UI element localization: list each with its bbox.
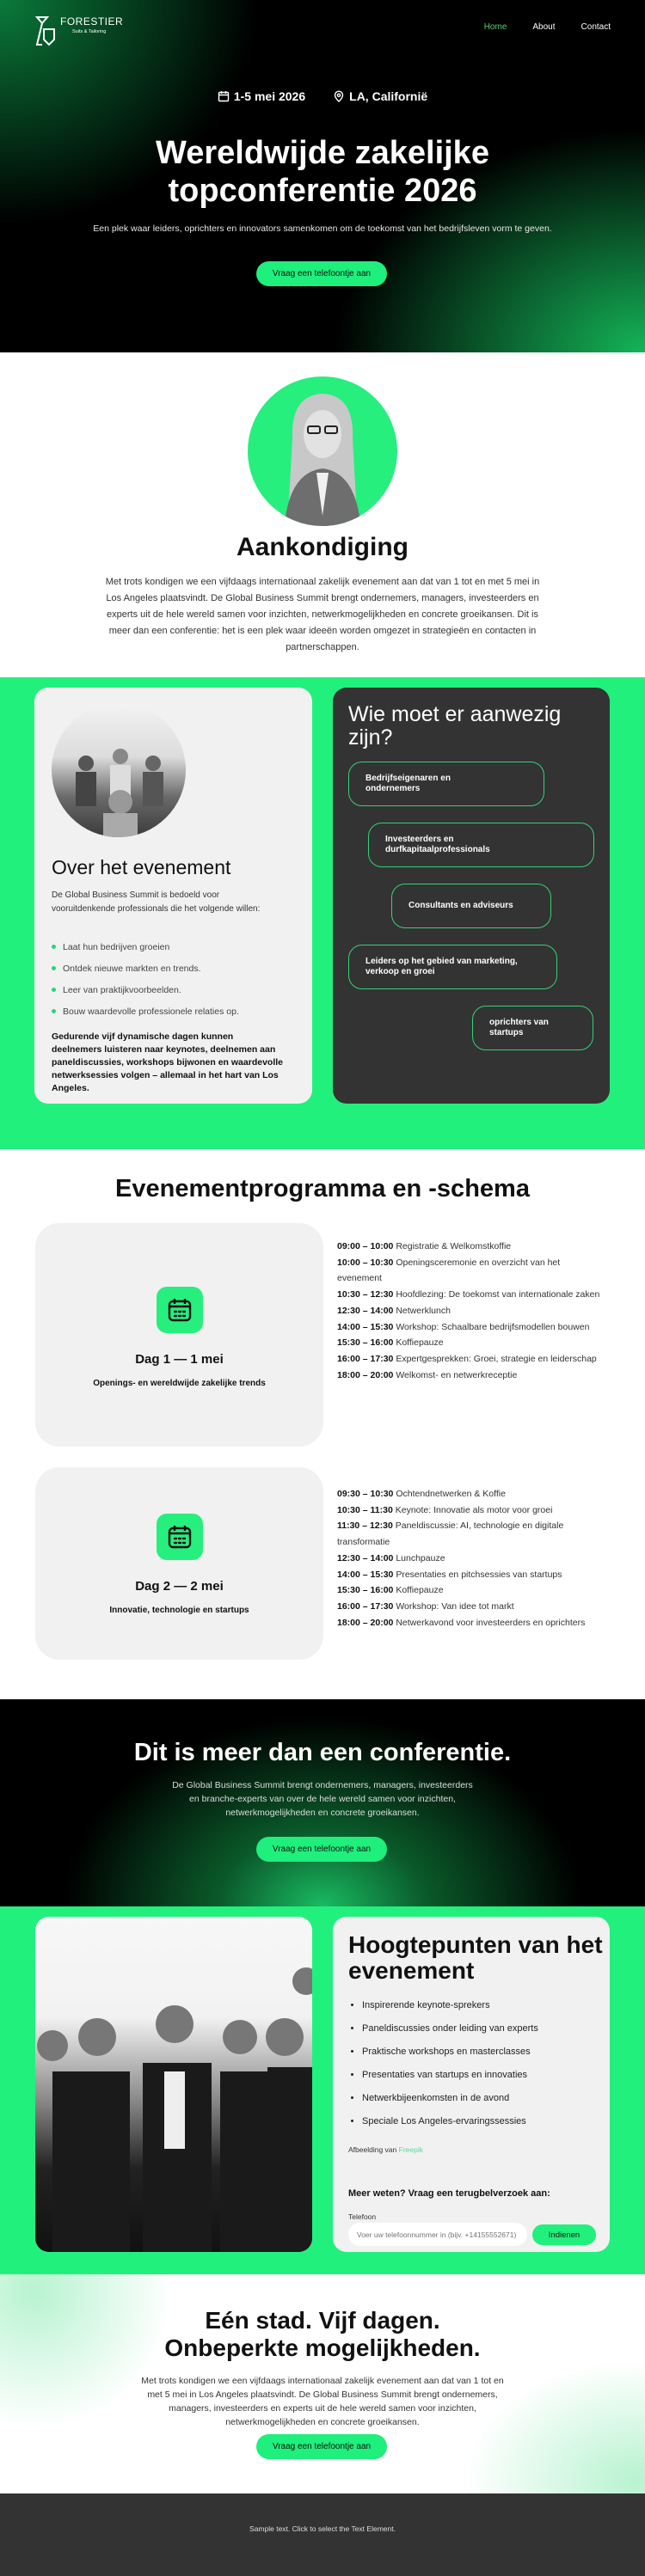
about-list [52,936,239,1022]
callback-title: Meer weten? Vraag een terugbelverzoek aan: [348,2188,550,2199]
schedule-slot: 09:30 – 10:30 Ochtendnetwerken & Koffie [337,1489,506,1499]
list-item: Leer van praktijkvoorbeelden. [52,979,239,1000]
footer-text: Sample text. Click to select the Text Element. [249,2524,396,2533]
day-1-title: Dag 1 — 1 mei [135,1352,224,1367]
highlights-title: Hoogtepunten van het evenement [348,1931,603,1984]
audience-pill: Consultants en adviseurs [391,884,551,928]
list-item: Laat hun bedrijven groeien [52,936,239,958]
schedule-slot: 10:30 – 12:30 Hoofdlezing: De toekomst van internationale zaken [337,1289,600,1300]
tie-logo-icon [34,15,57,48]
phone-label: Telefoon [348,2212,377,2221]
schedule-slot: 14:00 – 15:30 Presentaties en pitchsessies van startups [337,1569,562,1580]
location-pin-icon [333,90,345,102]
audience-pill: oprichters van startups [472,1006,593,1050]
list-item: • Praktische workshops en masterclasses [362,2044,538,2067]
submit-button[interactable]: Indienen [532,2224,596,2245]
nav-contact[interactable]: Contact [580,22,611,32]
highlights-list [352,1998,538,2137]
calendar-tile [157,1514,203,1560]
schedule-slot: 10:00 – 10:30 Openingsceremonie en overzicht van het evenement [337,1257,561,1284]
speaker-avatar [248,376,397,526]
schedule-slot: 16:00 – 17:30 Expertgesprekken: Groei, strategie en leiderschap [337,1353,597,1364]
hero-lead: Een plek waar leiders, oprichters en innovators samenkomen om de toekomst van het bedrijfsleven vorm te geven. [93,223,552,234]
list-item: Bouw waardevolle professionele relaties op. [52,1000,239,1022]
schedule-slot: 15:30 – 16:00 Koffiepauze [337,1585,444,1596]
schedule-slot: 18:00 – 20:00 Welkomst- en netwerkreceptie [337,1369,518,1380]
schedule-slot: 12:30 – 14:00 Netwerklunch [337,1305,451,1316]
list-item: • Presentaties van startups en innovaties [362,2067,538,2090]
more-body: De Global Business Summit brengt ondernemers, managers, investeerders en branche-experts van over de hele wereld samen voor inzichten, netwerkmogelijkheden en concrete groeikansen. [172,1780,473,1818]
bullet-icon [52,945,56,949]
audience-photo [52,703,186,837]
announcement-section [0,352,645,677]
who-card [333,688,610,1104]
schedule-slot: 15:30 – 16:00 Koffiepauze [337,1337,444,1349]
list-item: • Speciale Los Angeles-ervaringssessies [362,2114,538,2137]
about-card [34,688,312,1104]
about-title: Over het evenement [52,856,231,878]
hero-section [0,0,645,352]
city-section [0,2274,645,2493]
schedule-slot: 18:00 – 20:00 Netwerkavond voor investeerders en oprichters [337,1617,586,1628]
announcement-title: Aankondiging [236,533,408,561]
schedule-slot: 16:00 – 17:30 Workshop: Van idee tot markt [337,1600,514,1612]
audience-pill: Investeerders en durfkapitaalprofessionals [368,823,594,867]
nav-home[interactable]: Home [483,22,507,32]
event-location: LA, Californië [349,89,428,103]
logo[interactable] [34,15,123,48]
speaker-photo [275,387,370,526]
about-section [0,677,645,1149]
more-cta-button[interactable]: Vraag een telefoontje aan [256,1837,387,1862]
phone-input[interactable] [348,2223,527,2246]
day-2-slots [337,1486,604,1631]
about-closing: Gedurende vijf dynamische dagen kunnen deelnemers luisteren naar keynotes, deelnemen aan paneldiscussies, workshops bijwonen en waardevolle netwerksessies volgen – allemaal in het hart van Los Angeles. [52,1031,284,1093]
bullet-icon [52,1009,56,1013]
team-photo [35,1917,312,2252]
hero-cta-button[interactable]: Vraag een telefoontje aan [256,261,387,286]
hero-title: Wereldwijde zakelijke topconferentie 2026 [156,135,489,209]
about-intro: De Global Business Summit is bedoeld voor vooruitdenkende professionals die het volgende willen: [52,890,261,914]
city-title: Eén stad. Vijf dagen. Onbeperkte mogelijkheden. [164,2307,481,2361]
nav-about[interactable]: About [532,22,556,32]
calendar-icon [218,90,230,102]
schedule-slot: 10:30 – 11:30 Keynote: Innovatie als motor voor groei [337,1504,553,1515]
footer [0,2493,645,2576]
announcement-body: Met trots kondigen we een vijfdaags internationaal zakelijk evenement aan dat van 1 tot en met 5 mei in Los Angeles plaatsvindt. De Global Business Summit brengt ondernemers, managers, investeerders en experts uit de hele wereld samen voor inzichten, netwerkmogelijkheden en concrete groeikansen. Dit is meer dan een conferentie: het is een plek waar ideeën worden omgezet in strategieën en contacten in partnerschappen. [105,577,540,652]
highlights-section [0,1906,645,2274]
list-item: • Paneldiscussies onder leiding van experts [362,2021,538,2044]
schedule-slot: 12:30 – 14:00 Lunchpauze [337,1552,445,1563]
list-item: • Netwerkbijeenkomsten in de avond [362,2090,538,2114]
logo-tagline: Suits & Tailoring [72,29,107,34]
audience-pill: Bedrijfseigenaren en ondernemers [348,762,544,806]
top-nav [34,15,611,53]
list-item: • Inspirerende keynote-sprekers [362,1998,538,2021]
city-cta-button[interactable]: Vraag een telefoontje aan [256,2434,387,2459]
highlights-card [333,1917,610,2252]
freepik-link[interactable]: Freepik [398,2145,423,2154]
bullet-icon [52,988,56,992]
city-body: Met trots kondigen we een vijfdaags internationaal zakelijk evenement aan dat van 1 tot en met 5 mei in Los Angeles plaatsvindt. De Global Business Summit brengt ondernemers, managers, investeerders en experts uit de hele wereld samen voor inzichten, netwerkmogelijkheden en concrete groeikansen. [141,2376,504,2427]
audience-pill: Leiders op het gebied van marketing, verkoop en groei [348,945,557,989]
day-1-slots [337,1239,604,1383]
more-title: Dit is meer dan een conferentie. [133,1739,512,1766]
image-credit: Afbeelding van Freepik [348,2145,423,2154]
day-1-card [35,1223,323,1447]
schedule-title: Evenementprogramma en -schema [115,1175,530,1202]
day-2-subtitle: Innovatie, technologie en startups [109,1606,249,1615]
calendar-icon [166,1296,194,1324]
list-item: Ontdek nieuwe markten en trends. [52,958,239,979]
calendar-tile [157,1287,203,1333]
calendar-icon [166,1523,194,1551]
schedule-slot: 09:00 – 10:00 Registratie & Welkomstkoffie [337,1241,512,1251]
event-date: 1-5 mei 2026 [233,89,306,103]
bullet-icon [52,966,56,970]
who-title: Wie moet er aanwezig zijn? [348,702,562,750]
schedule-section [0,1149,645,1699]
logo-name: FORESTIER [60,15,124,28]
day-2-card [35,1467,323,1660]
more-than-section [0,1699,645,1906]
schedule-slot: 14:00 – 15:30 Workshop: Schaalbare bedrijfsmodellen bouwen [337,1321,590,1332]
day-2-title: Dag 2 — 2 mei [135,1579,224,1594]
schedule-slot: 11:30 – 12:30 Paneldiscussie: AI, technologie en digitale transformatie [337,1521,564,1548]
day-1-subtitle: Openings- en wereldwijde zakelijke trends [93,1379,266,1388]
